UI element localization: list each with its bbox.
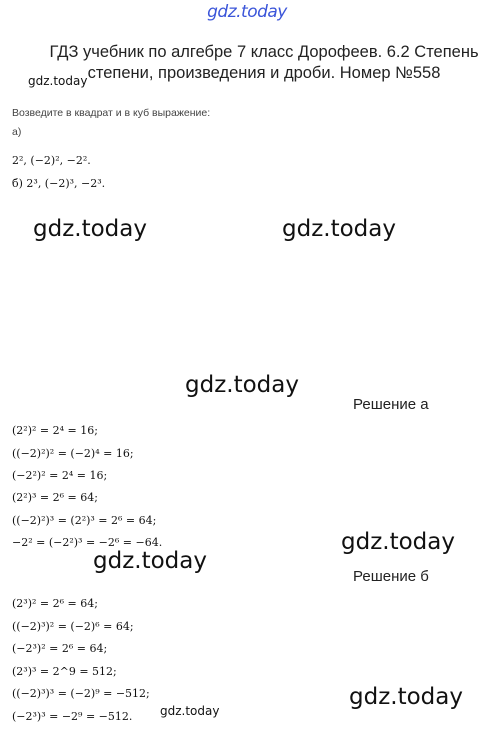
solution-b-heading: Решение б	[353, 568, 429, 585]
watermark: gdz.today	[93, 548, 207, 574]
solution-a-line: ((−2)²)² = (−2)⁴ = 16;	[12, 447, 134, 460]
task-part-b: б) 2³, (−2)³, −2³.	[12, 177, 106, 190]
watermark: gdz.today	[185, 372, 299, 398]
watermark: gdz.today	[28, 74, 88, 88]
watermark: gdz.today	[33, 216, 147, 242]
task-prompt: Возведите в квадрат и в куб выражение:	[12, 107, 211, 119]
watermark: gdz.today	[341, 529, 455, 555]
watermark: gdz.today	[160, 704, 220, 718]
solution-a-line: ((−2)²)³ = (2²)³ = 2⁶ = 64;	[12, 514, 157, 527]
task-part-a-label: а)	[12, 126, 22, 138]
solution-b-line: ((−2)³)² = (−2)⁶ = 64;	[12, 620, 134, 633]
page-title: ГДЗ учебник по алгебре 7 класс Дорофеев. 6.2 Степень степени, произведения и дроби. Номер №558	[49, 43, 479, 82]
watermark: gdz.today	[282, 216, 396, 242]
solution-a-heading: Решение а	[353, 396, 429, 413]
solution-b-line: (2³)² = 2⁶ = 64;	[12, 597, 98, 610]
task-part-a-expression: 2², (−2)², −2².	[12, 154, 91, 167]
solution-b-line: (−2³)³ = −2⁹ = −512.	[12, 710, 133, 723]
solution-a-line: −2² = (−2²)³ = −2⁶ = −64.	[12, 536, 163, 549]
solution-b-line: ((−2)³)³ = (−2)⁹ = −512;	[12, 687, 150, 700]
site-logo[interactable]: gdz.today	[207, 2, 287, 22]
solution-b-line: (−2³)² = 2⁶ = 64;	[12, 642, 108, 655]
solution-a-line: (2²)² = 2⁴ = 16;	[12, 424, 98, 437]
solution-b-line: (2³)³ = 2^9 = 512;	[12, 665, 117, 678]
watermark: gdz.today	[349, 684, 463, 710]
solution-a-line: (2²)³ = 2⁶ = 64;	[12, 491, 98, 504]
solution-a-line: (−2²)² = 2⁴ = 16;	[12, 469, 108, 482]
